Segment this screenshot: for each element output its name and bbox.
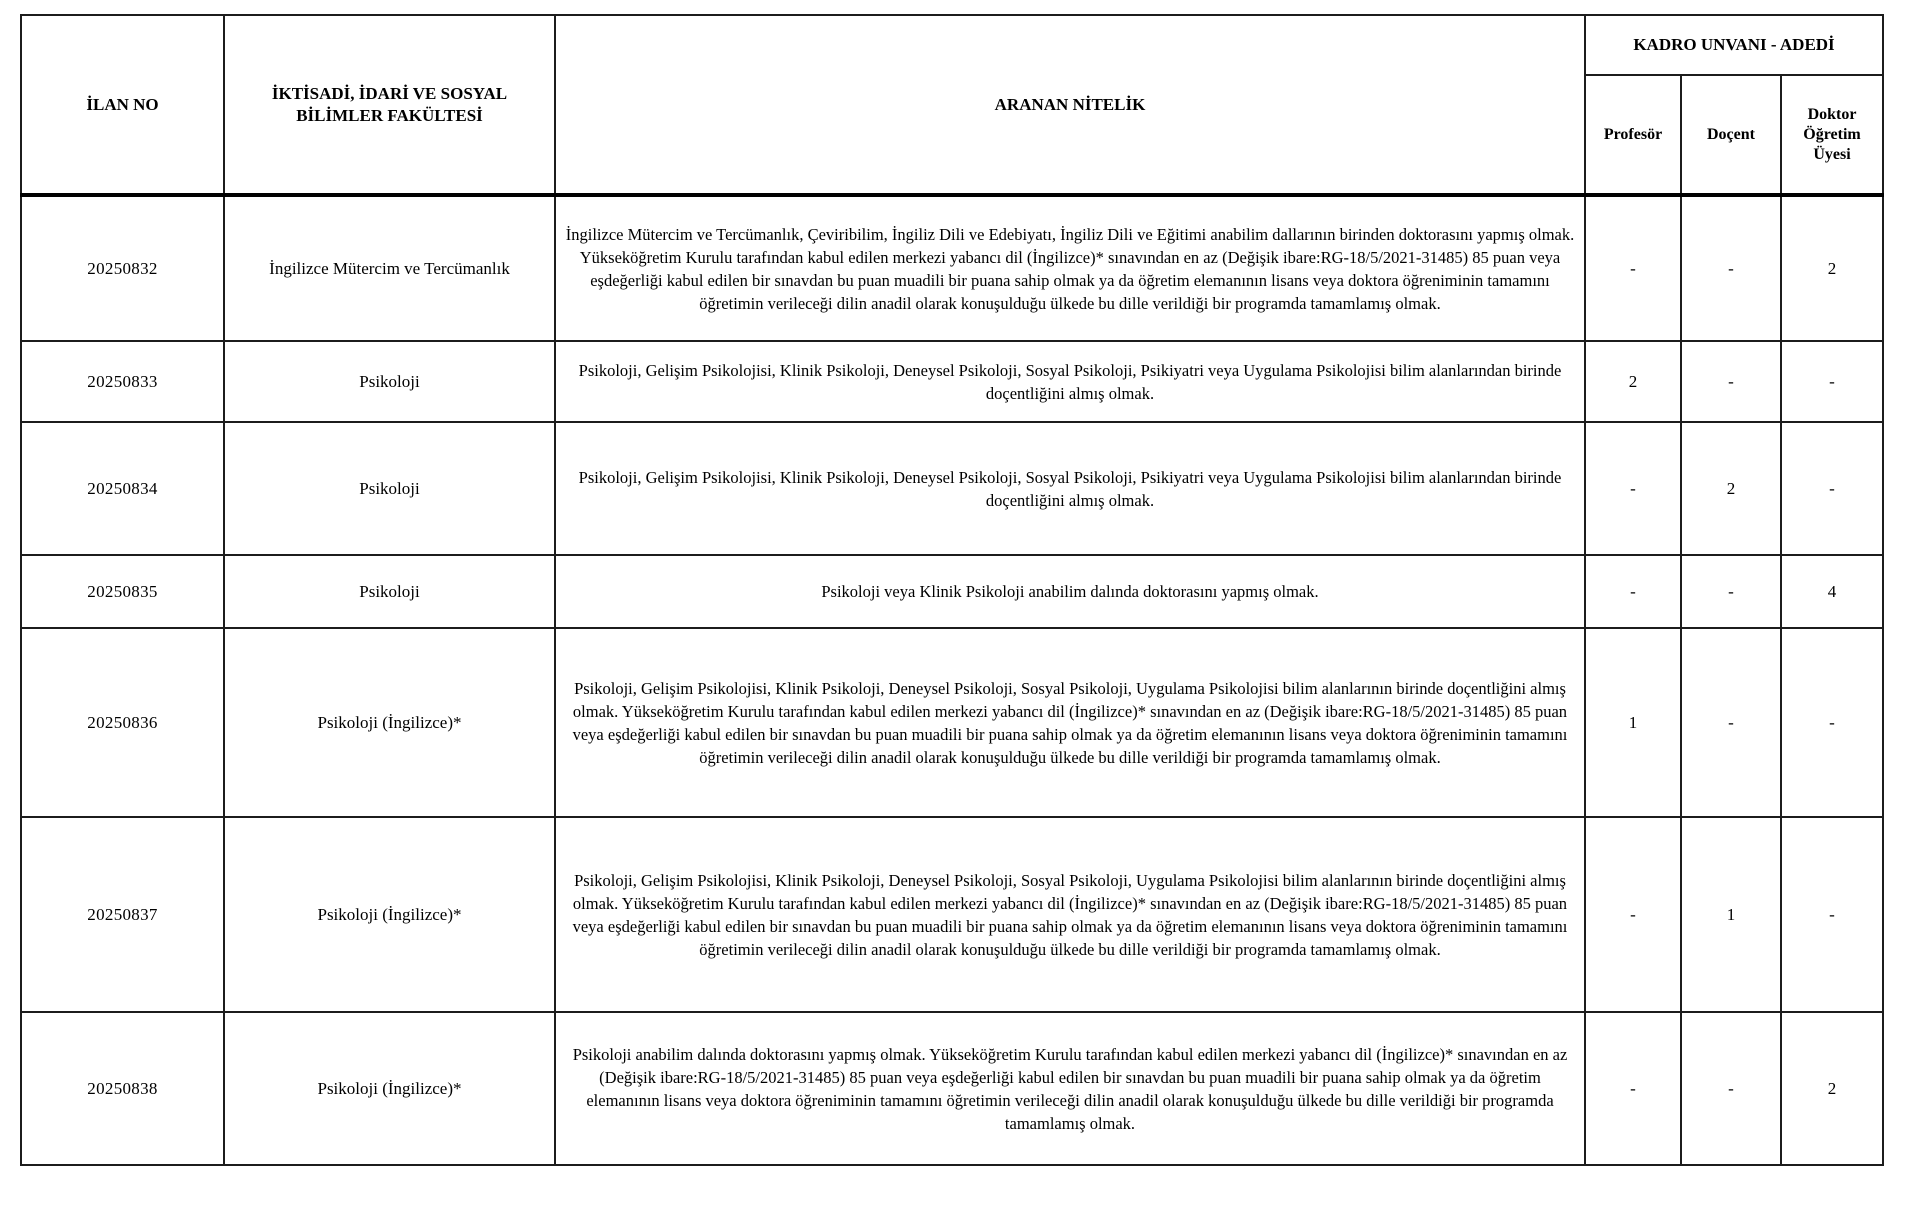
profesor-count-cell: - xyxy=(1585,422,1681,555)
header-kadro-unvani-adedi: KADRO UNVANI - ADEDİ xyxy=(1585,15,1883,75)
header-ilan-no: İLAN NO xyxy=(21,15,224,195)
table-row xyxy=(21,195,1883,341)
docent-count-cell: - xyxy=(1681,1012,1781,1165)
header-profesor: Profesör xyxy=(1585,75,1681,195)
bolum-cell: Psikoloji xyxy=(224,555,555,628)
profesor-count-cell: - xyxy=(1585,817,1681,1012)
table-header xyxy=(21,15,1883,195)
job-postings-table xyxy=(20,14,1884,1166)
table-row xyxy=(21,555,1883,628)
header-row-group xyxy=(21,15,1883,75)
table-body xyxy=(21,195,1883,1165)
header-aranan-nitelik: ARANAN NİTELİK xyxy=(555,15,1585,195)
profesor-count-cell: - xyxy=(1585,555,1681,628)
table-row xyxy=(21,1012,1883,1165)
profesor-count-cell: - xyxy=(1585,195,1681,341)
nitelik-cell: Psikoloji, Gelişim Psikolojisi, Klinik Psikoloji, Deneysel Psikoloji, Sosyal Psikoloji, Uygulama Psikolojisi bilim alanlarının birinde doçentliğini almış olmak. Yükseköğretim Kurulu tarafından kabul edilen merkezi yabancı dil (İngilizce)* sınavından en az (Değişik ibare:RG-18/5/2021-31485) 85 puan veya eşdeğerliği kabul edilen bir sınavdan bu puan muadili bir puana sahip olmak ya da öğretim elemanının lisans veya doktora öğreniminin tamamını öğretimin verileceği dilin anadil olarak konuşulduğu ülkede bu dille verildiği bir programda tamamlamış olmak. xyxy=(555,628,1585,817)
bolum-cell: Psikoloji xyxy=(224,422,555,555)
profesor-count-cell: - xyxy=(1585,1012,1681,1165)
doktor-count-cell: - xyxy=(1781,422,1883,555)
doktor-count-cell: 2 xyxy=(1781,195,1883,341)
doktor-count-cell: 2 xyxy=(1781,1012,1883,1165)
header-faculty: İKTİSADİ, İDARİ VE SOSYAL BİLİMLER FAKÜLTESİ xyxy=(224,15,555,195)
ilan-no-cell: 20250837 xyxy=(21,817,224,1012)
nitelik-cell: İngilizce Mütercim ve Tercümanlık, Çeviribilim, İngiliz Dili ve Edebiyatı, İngiliz Dili ve Eğitimi anabilim dallarının birinden doktorasını yapmış olmak. Yükseköğretim Kurulu tarafından kabul edilen merkezi yabancı dil (İngilizce)* sınavından en az (Değişik ibare:RG-18/5/2021-31485) 85 puan veya eşdeğerliği kabul edilen bir sınavdan bu puan muadili bir puana sahip olmak ya da öğretim elemanının lisans veya doktora öğreniminin tamamını öğretimin verileceği dilin anadil olarak konuşulduğu ülkede bu dille verildiği bir programda tamamlamış olmak. xyxy=(555,195,1585,341)
bolum-cell: Psikoloji (İngilizce)* xyxy=(224,628,555,817)
docent-count-cell: - xyxy=(1681,195,1781,341)
header-docent: Doçent xyxy=(1681,75,1781,195)
ilan-no-cell: 20250835 xyxy=(21,555,224,628)
docent-count-cell: 1 xyxy=(1681,817,1781,1012)
nitelik-cell: Psikoloji veya Klinik Psikoloji anabilim dalında doktorasını yapmış olmak. xyxy=(555,555,1585,628)
bolum-cell: Psikoloji (İngilizce)* xyxy=(224,1012,555,1165)
ilan-no-cell: 20250833 xyxy=(21,341,224,422)
doktor-count-cell: - xyxy=(1781,628,1883,817)
ilan-no-cell: 20250832 xyxy=(21,195,224,341)
ilan-no-cell: 20250836 xyxy=(21,628,224,817)
nitelik-cell: Psikoloji anabilim dalında doktorasını yapmış olmak. Yükseköğretim Kurulu tarafından kabul edilen merkezi yabancı dil (İngilizce)* sınavından en az (Değişik ibare:RG-18/5/2021-31485) 85 puan veya eşdeğerliği kabul edilen bir sınavdan bu puan muadili bir puana sahip olmak ya da öğretim elemanının lisans veya doktora öğreniminin tamamını öğretimin verileceği dilin anadil olarak konuşulduğu ülkede bu dille verildiği bir programda tamamlamış olmak. xyxy=(555,1012,1585,1165)
nitelik-cell: Psikoloji, Gelişim Psikolojisi, Klinik Psikoloji, Deneysel Psikoloji, Sosyal Psikoloji, Psikiyatri veya Uygulama Psikolojisi bilim alanlarından birinde doçentliğini almış olmak. xyxy=(555,341,1585,422)
table-row xyxy=(21,341,1883,422)
doktor-count-cell: 4 xyxy=(1781,555,1883,628)
ilan-no-cell: 20250834 xyxy=(21,422,224,555)
doktor-count-cell: - xyxy=(1781,817,1883,1012)
docent-count-cell: - xyxy=(1681,341,1781,422)
bolum-cell: Psikoloji xyxy=(224,341,555,422)
nitelik-cell: Psikoloji, Gelişim Psikolojisi, Klinik Psikoloji, Deneysel Psikoloji, Sosyal Psikoloji, Psikiyatri veya Uygulama Psikolojisi bilim alanlarından birinde doçentliğini almış olmak. xyxy=(555,422,1585,555)
bolum-cell: İngilizce Mütercim ve Tercümanlık xyxy=(224,195,555,341)
table-row xyxy=(21,628,1883,817)
bolum-cell: Psikoloji (İngilizce)* xyxy=(224,817,555,1012)
profesor-count-cell: 1 xyxy=(1585,628,1681,817)
ilan-no-cell: 20250838 xyxy=(21,1012,224,1165)
docent-count-cell: - xyxy=(1681,628,1781,817)
table-row xyxy=(21,422,1883,555)
doktor-count-cell: - xyxy=(1781,341,1883,422)
header-doktor-ogretim-uyesi: Doktor Öğretim Üyesi xyxy=(1781,75,1883,195)
docent-count-cell: 2 xyxy=(1681,422,1781,555)
nitelik-cell: Psikoloji, Gelişim Psikolojisi, Klinik Psikoloji, Deneysel Psikoloji, Sosyal Psikoloji, Uygulama Psikolojisi bilim alanlarının birinde doçentliğini almış olmak. Yükseköğretim Kurulu tarafından kabul edilen merkezi yabancı dil (İngilizce)* sınavından en az (Değişik ibare:RG-18/5/2021-31485) 85 puan veya eşdeğerliği kabul edilen bir sınavdan bu puan muadili bir puana sahip olmak ya da öğretim elemanının lisans veya doktora öğreniminin tamamını öğretimin verileceği dilin anadil olarak konuşulduğu ülkede bu dille verildiği bir programda tamamlamış olmak. xyxy=(555,817,1585,1012)
profesor-count-cell: 2 xyxy=(1585,341,1681,422)
document-page xyxy=(20,14,1882,1166)
docent-count-cell: - xyxy=(1681,555,1781,628)
table-row xyxy=(21,817,1883,1012)
